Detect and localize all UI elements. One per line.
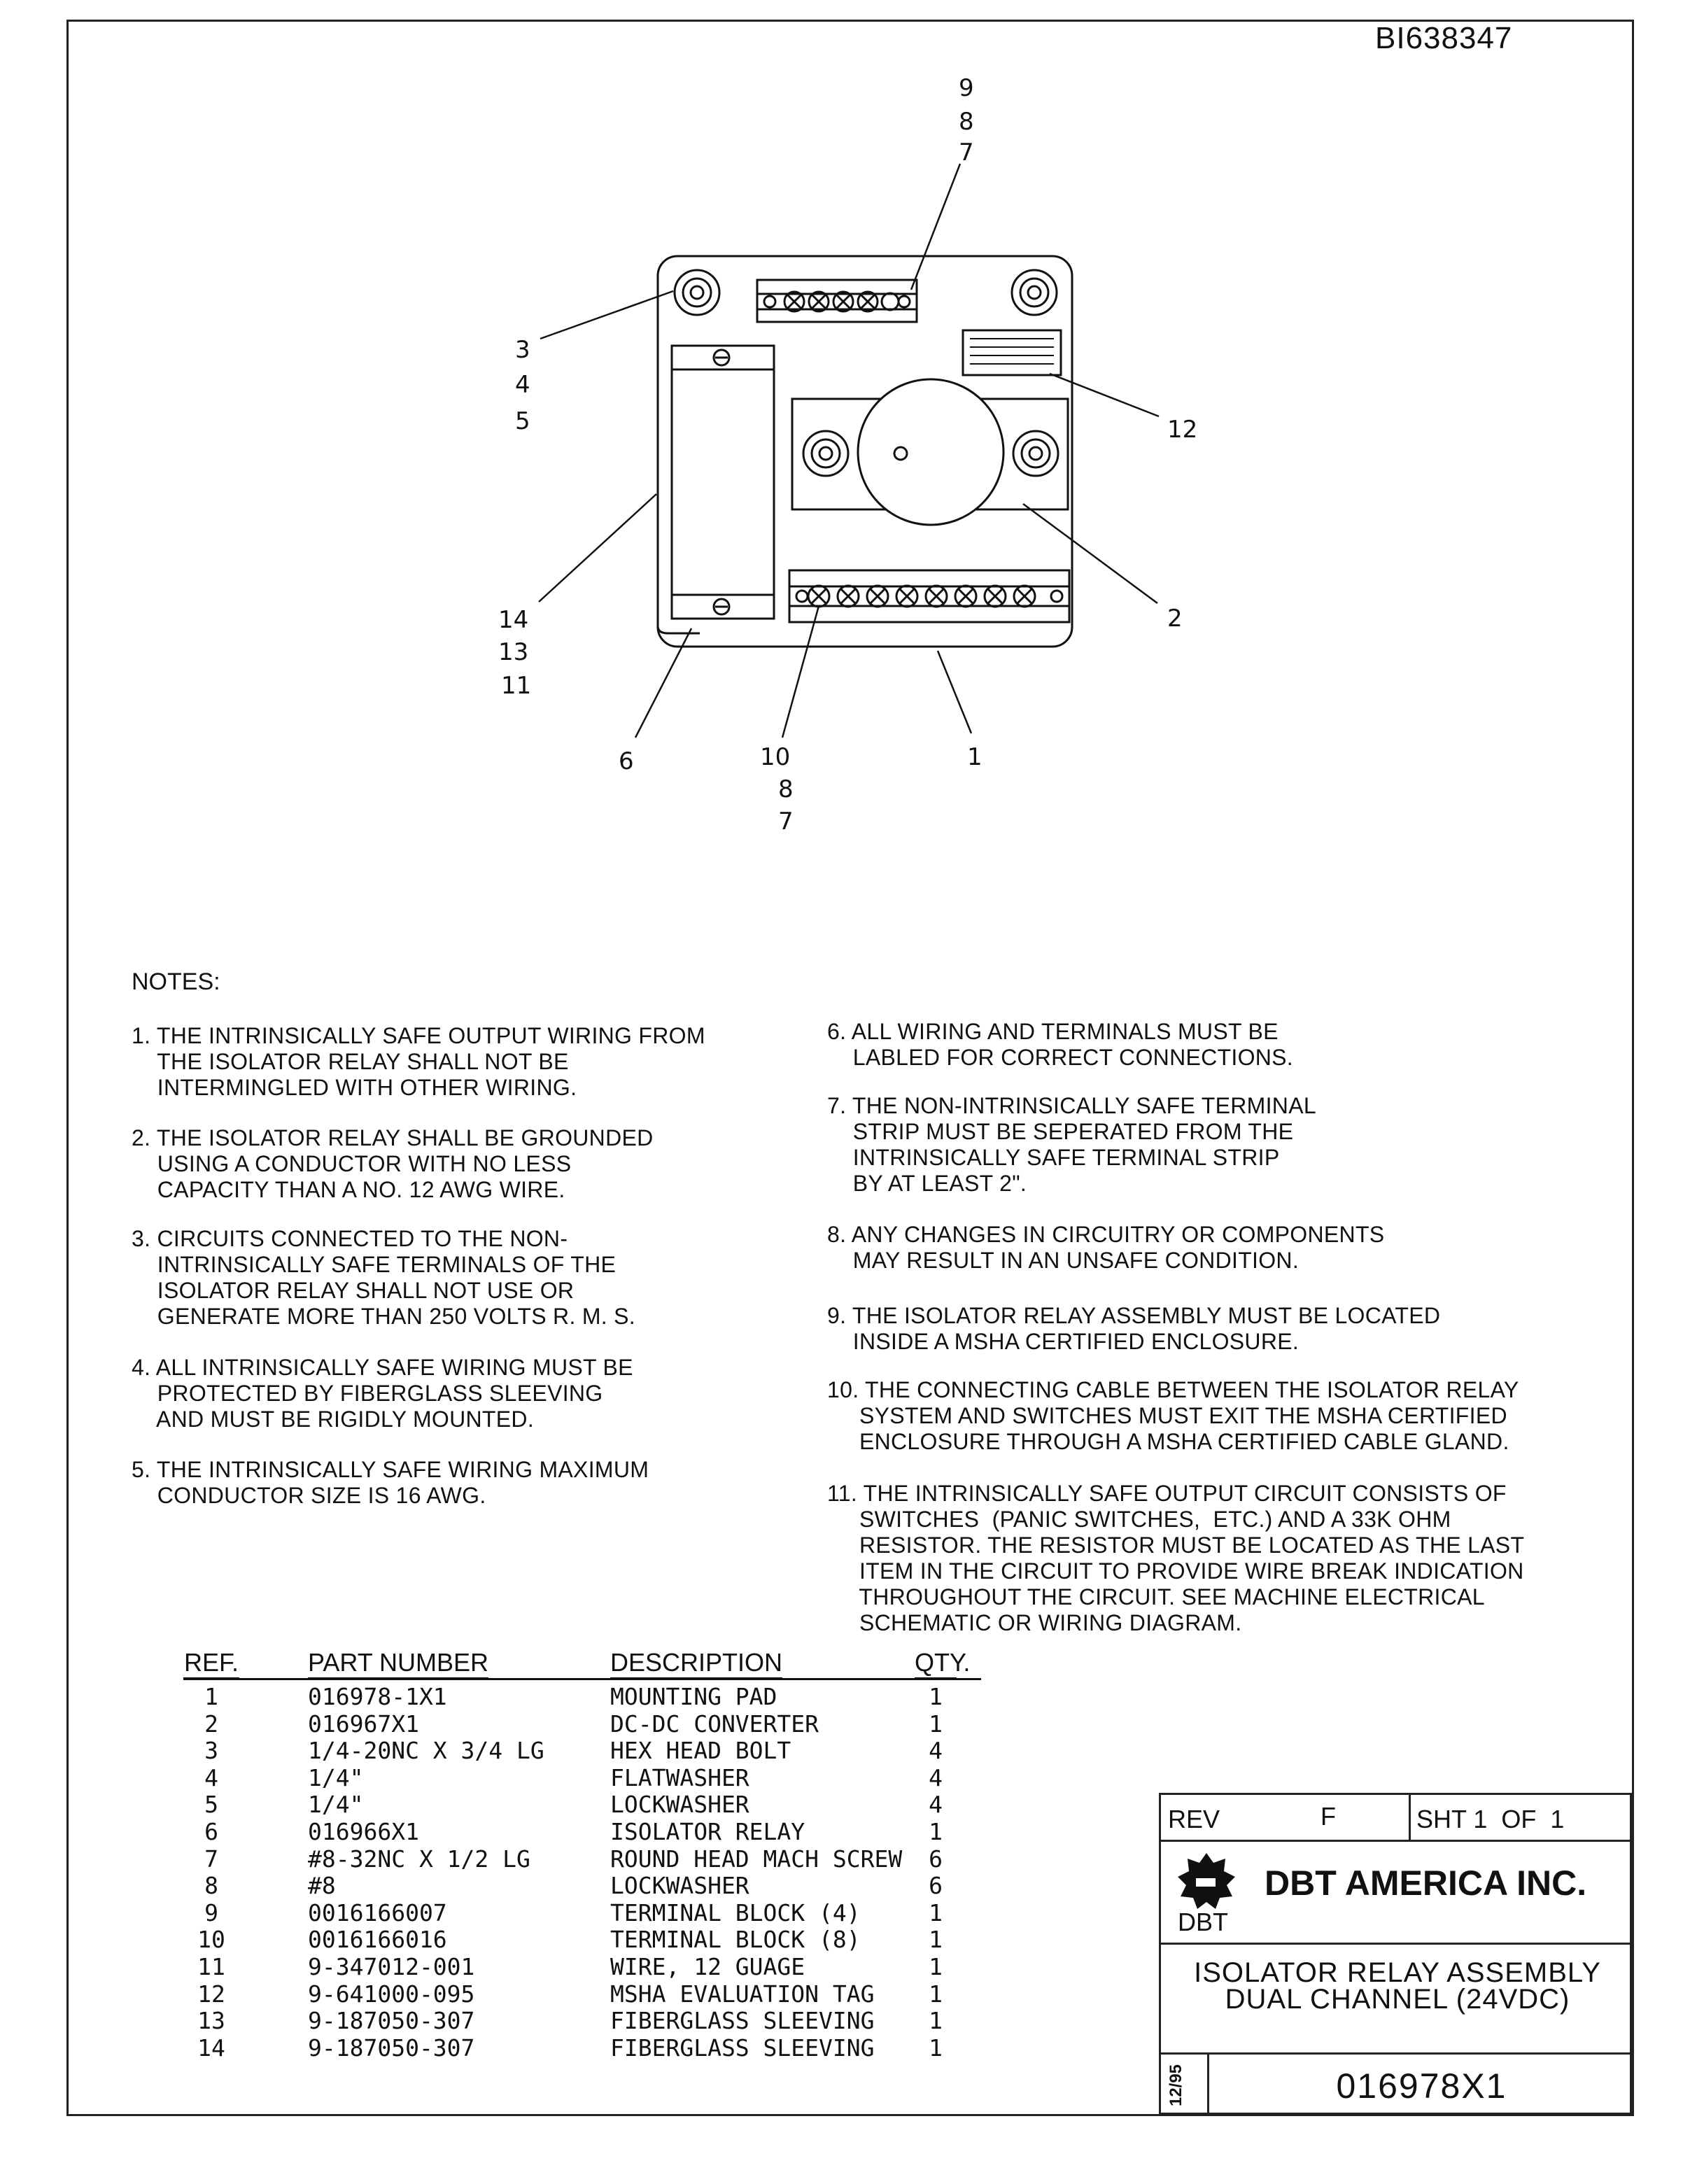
- parts-cell-part-number: #8-32NC X 1/2 LG: [308, 1845, 530, 1873]
- parts-cell-part-number: 0016166007: [308, 1898, 447, 1926]
- header-description: DESCRIPTION: [610, 1648, 782, 1679]
- parts-cell-description: MSHA EVALUATION TAG: [610, 1980, 875, 2008]
- parts-cell-description: FIBERGLASS SLEEVING: [610, 2034, 875, 2062]
- callout-8-bottom: 8: [778, 775, 794, 803]
- drawing-date: 12/95: [1167, 2064, 1186, 2107]
- parts-cell-description: ROUND HEAD MACH SCREW: [610, 1845, 903, 1873]
- callout-14: 14: [498, 606, 529, 634]
- callout-7-bottom: 7: [778, 808, 794, 836]
- parts-cell-description: ISOLATOR RELAY: [610, 1818, 805, 1845]
- parts-cell-qty: 6: [929, 1845, 943, 1873]
- parts-cell-ref: 11: [197, 1953, 225, 1980]
- parts-cell-part-number: 016966X1: [308, 1818, 419, 1845]
- msha-evaluation-tag-icon: [963, 330, 1061, 375]
- parts-cell-ref: 4: [204, 1763, 218, 1791]
- parts-cell-qty: 1: [929, 1926, 943, 1954]
- rev-value: F: [1321, 1802, 1336, 1831]
- parts-cell-part-number: 1/4": [308, 1791, 364, 1819]
- converter-bolt-left-icon: [803, 431, 848, 476]
- parts-cell-qty: 4: [929, 1737, 943, 1765]
- ground-wire: [658, 490, 700, 633]
- parts-cell-ref: 8: [204, 1872, 218, 1900]
- parts-cell-description: MOUNTING PAD: [610, 1683, 777, 1710]
- dbt-logo-icon: [1175, 1850, 1238, 1913]
- parts-cell-ref: 14: [197, 2034, 225, 2062]
- parts-cell-qty: 1: [929, 1683, 943, 1710]
- notes-title: NOTES:: [132, 968, 220, 995]
- parts-cell-description: DC-DC CONVERTER: [610, 1710, 819, 1738]
- header-qty: QTY.: [915, 1648, 957, 1679]
- callout-4: 4: [515, 371, 530, 399]
- note-5: 5. THE INTRINSICALLY SAFE WIRING MAXIMUM CONDUCTOR SIZE IS 16 AWG.: [132, 1457, 649, 1508]
- callout-9: 9: [959, 74, 974, 102]
- parts-cell-part-number: 9-187050-307: [308, 2007, 475, 2035]
- corner-bolt-top-left-icon: [675, 270, 719, 315]
- callout-12: 12: [1167, 416, 1198, 444]
- isolator-relay-outline: [672, 346, 774, 619]
- parts-cell-ref: 7: [204, 1845, 218, 1873]
- title-line-2: DUAL CHANNEL (24VDC): [1225, 1984, 1570, 2015]
- rev-label: REV: [1168, 1805, 1220, 1833]
- parts-cell-description: WIRE, 12 GUAGE: [610, 1953, 805, 1980]
- parts-cell-part-number: #8: [308, 1872, 336, 1900]
- parts-cell-description: FIBERGLASS SLEEVING: [610, 2007, 875, 2035]
- company-cell: [1159, 1840, 1632, 1945]
- parts-cell-description: LOCKWASHER: [610, 1791, 749, 1819]
- parts-cell-qty: 1: [929, 1980, 943, 2008]
- terminal-block-4-outline: [757, 280, 917, 322]
- parts-cell-qty: 1: [929, 2007, 943, 2035]
- callout-1: 1: [967, 743, 983, 771]
- drawing-number: 016978X1: [1336, 2066, 1507, 2106]
- parts-cell-qty: 1: [929, 1953, 943, 1980]
- date-cell: [1159, 2052, 1209, 2115]
- parts-cell-description: FLATWASHER: [610, 1763, 749, 1791]
- parts-cell-qty: 6: [929, 1872, 943, 1900]
- note-7: 7. THE NON-INTRINSICALLY SAFE TERMINAL STRIP MUST BE SEPERATED FROM THE INTRINSICALLY SAFE TERMINAL STRIP BY AT LEAST 2".: [827, 1093, 1316, 1196]
- parts-cell-qty: 4: [929, 1791, 943, 1819]
- title-block: [1159, 1793, 1632, 2115]
- parts-cell-ref: 6: [204, 1818, 218, 1845]
- corner-bolt-top-right-icon: [1012, 270, 1057, 315]
- note-9: 9. THE ISOLATOR RELAY ASSEMBLY MUST BE LOCATED INSIDE A MSHA CERTIFIED ENCLOSURE.: [827, 1303, 1441, 1354]
- converter-bolt-right-icon: [1013, 431, 1058, 476]
- callout-7: 7: [959, 139, 974, 167]
- parts-cell-part-number: 9-347012-001: [308, 1953, 475, 1980]
- parts-cell-ref: 5: [204, 1791, 218, 1819]
- note-10: 10. THE CONNECTING CABLE BETWEEN THE ISOLATOR RELAY SYSTEM AND SWITCHES MUST EXIT THE MSHA CERTIFIED ENCLOSURE THROUGH A MSHA CERTIFIED CABLE GLAND.: [827, 1377, 1519, 1454]
- parts-header-rule: [183, 1678, 981, 1680]
- sheet-label: SHT 1 OF 1: [1416, 1805, 1565, 1833]
- parts-cell-part-number: 1/4": [308, 1763, 364, 1791]
- parts-cell-description: LOCKWASHER: [610, 1872, 749, 1900]
- note-6: 6. ALL WIRING AND TERMINALS MUST BE LABLED FOR CORRECT CONNECTIONS.: [827, 1019, 1293, 1070]
- parts-cell-ref: 12: [197, 1980, 225, 2008]
- parts-cell-qty: 4: [929, 1763, 943, 1791]
- callout-10: 10: [760, 743, 791, 771]
- parts-cell-qty: 1: [929, 1898, 943, 1926]
- note-2: 2. THE ISOLATOR RELAY SHALL BE GROUNDED USING A CONDUCTOR WITH NO LESS CAPACITY THAN A NO. 12 AWG WIRE.: [132, 1125, 654, 1202]
- note-11: 11. THE INTRINSICALLY SAFE OUTPUT CIRCUIT CONSISTS OF SWITCHES (PANIC SWITCHES, ETC.) AND A 33K OHM RESISTOR. THE RESISTOR MUST BE LOCATED AS THE LAST ITEM IN THE CIRCUIT TO PROVIDE WIRE BREAK INDICATION THROUGHOUT THE CIRCUIT. SEE MACHINE ELECTRICAL SCHEMATIC OR WIRING DIAGRAM.: [827, 1481, 1525, 1635]
- parts-cell-ref: 13: [197, 2007, 225, 2035]
- terminal-block-8-screws-icon: [796, 586, 1062, 607]
- callout-8: 8: [959, 108, 974, 136]
- callout-2: 2: [1167, 605, 1183, 633]
- parts-cell-qty: 1: [929, 1710, 943, 1738]
- parts-cell-part-number: 1/4-20NC X 3/4 LG: [308, 1737, 544, 1765]
- header-ref: REF.: [183, 1648, 239, 1679]
- parts-cell-description: TERMINAL BLOCK (4): [610, 1898, 861, 1926]
- parts-cell-part-number: 9-641000-095: [308, 1980, 475, 2008]
- parts-cell-ref: 1: [204, 1683, 218, 1710]
- note-1: 1. THE INTRINSICALLY SAFE OUTPUT WIRING FROM THE ISOLATOR RELAY SHALL NOT BE INTERMINGLED WITH OTHER WIRING.: [132, 1023, 705, 1100]
- logo-text: DBT: [1178, 1908, 1228, 1936]
- terminal-block-8-outline: [789, 570, 1069, 622]
- parts-cell-description: HEX HEAD BOLT: [610, 1737, 791, 1765]
- callout-13: 13: [498, 638, 529, 666]
- parts-cell-ref: 2: [204, 1710, 218, 1738]
- callout-5: 5: [515, 407, 530, 435]
- parts-cell-ref: 10: [197, 1926, 225, 1954]
- parts-cell-part-number: 016978-1X1: [308, 1683, 447, 1710]
- note-4: 4. ALL INTRINSICALLY SAFE WIRING MUST BE PROTECTED BY FIBERGLASS SLEEVING AND MUST BE RIGIDLY MOUNTED.: [132, 1355, 633, 1432]
- parts-cell-part-number: 0016166016: [308, 1926, 447, 1954]
- parts-cell-ref: 9: [204, 1898, 218, 1926]
- document-id: BI638347: [1375, 21, 1513, 55]
- note-8: 8. ANY CHANGES IN CIRCUITRY OR COMPONENTS MAY RESULT IN AN UNSAFE CONDITION.: [827, 1222, 1385, 1273]
- drawing-number-cell: [1207, 2052, 1632, 2115]
- header-part-number: PART NUMBER: [308, 1648, 488, 1679]
- parts-cell-description: TERMINAL BLOCK (8): [610, 1926, 861, 1954]
- title-line-1: ISOLATOR RELAY ASSEMBLY: [1194, 1957, 1601, 1988]
- parts-cell-qty: 1: [929, 2034, 943, 2062]
- parts-cell-part-number: 9-187050-307: [308, 2034, 475, 2062]
- company-name: DBT AMERICA INC.: [1265, 1864, 1587, 1903]
- sheet-cell: [1409, 1793, 1632, 1842]
- callout-6: 6: [619, 747, 634, 775]
- relay-screw-top-icon: [714, 350, 729, 365]
- relay-screw-bottom-icon: [714, 599, 729, 614]
- callout-3: 3: [515, 336, 530, 364]
- parts-cell-part-number: 016967X1: [308, 1710, 419, 1738]
- parts-cell-qty: 1: [929, 1818, 943, 1845]
- rev-cell: [1159, 1793, 1411, 1842]
- note-3: 3. CIRCUITS CONNECTED TO THE NON- INTRINSICALLY SAFE TERMINALS OF THE ISOLATOR RELAY SHALL NOT USE OR GENERATE MORE THAN 250 VOLTS R. M. S.: [132, 1226, 636, 1329]
- callout-11: 11: [501, 672, 532, 700]
- title-cell: [1159, 1943, 1632, 2055]
- parts-cell-ref: 3: [204, 1737, 218, 1765]
